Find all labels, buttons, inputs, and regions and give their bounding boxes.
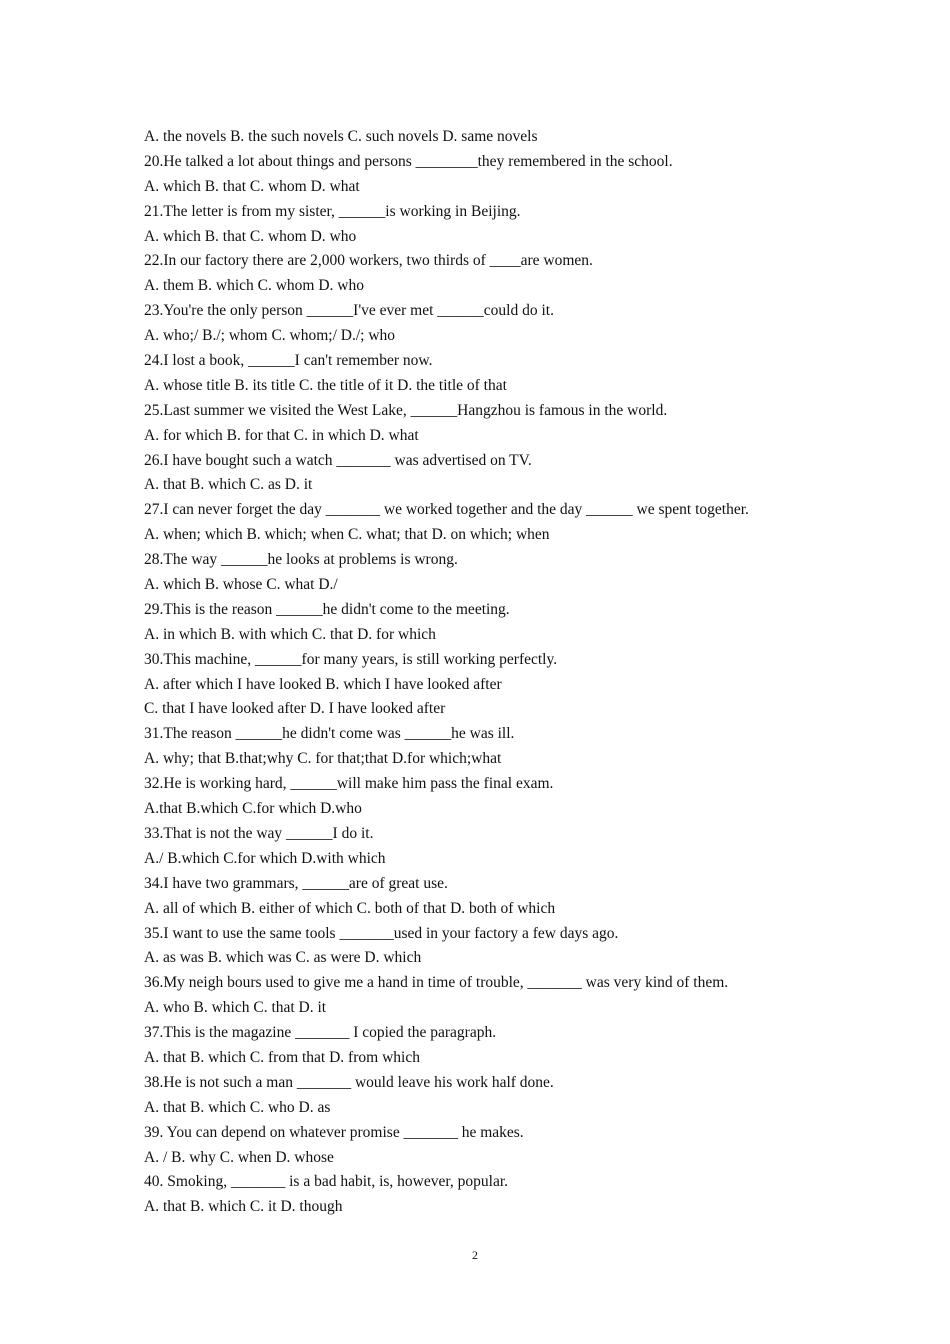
text-line: 25.Last summer we visited the West Lake, ______Hangzhou is famous in the world. bbox=[144, 401, 668, 419]
text-line: 39. You can depend on whatever promise _______ he makes. bbox=[144, 1123, 524, 1141]
text-line: 33.That is not the way ______I do it. bbox=[144, 824, 374, 842]
text-line: A. who B. which C. that D. it bbox=[144, 999, 327, 1017]
text-line: 23.You're the only person ______I've ever met ______could do it. bbox=[144, 302, 554, 320]
text-line: C. that I have looked after D. I have looked after bbox=[144, 700, 446, 718]
text-line: 35.I want to use the same tools _______used in your factory a few days ago. bbox=[144, 924, 619, 942]
text-line: 36.My neigh bours used to give me a hand in time of trouble, _______ was very kind of them. bbox=[144, 974, 729, 992]
text-line: 24.I lost a book, ______I can't remember now. bbox=[144, 352, 433, 370]
text-line: 21.The letter is from my sister, ______is working in Beijing. bbox=[144, 202, 521, 220]
text-line: 28.The way ______he looks at problems is wrong. bbox=[144, 551, 458, 569]
text-line: A./ B.which C.for which D.with which bbox=[144, 849, 386, 867]
page-number: 2 bbox=[472, 1248, 478, 1262]
text-line: A. which B. whose C. what D./ bbox=[144, 576, 338, 594]
text-line: A. / B. why C. when D. whose bbox=[144, 1148, 334, 1166]
text-line: 38.He is not such a man _______ would leave his work half done. bbox=[144, 1073, 554, 1091]
text-line: A. that B. which C. who D. as bbox=[144, 1098, 331, 1116]
text-line: 20.He talked a lot about things and persons ________they remembered in the school. bbox=[144, 152, 673, 170]
text-line: A. in which B. with which C. that D. for which bbox=[144, 625, 436, 643]
text-line: A.that B.which C.for which D.who bbox=[144, 800, 362, 818]
text-line: A. when; which B. which; when C. what; that D. on which; when bbox=[144, 526, 550, 544]
text-line: A. as was B. which was C. as were D. which bbox=[144, 949, 422, 967]
text-line: A. who;/ B./; whom C. whom;/ D./; who bbox=[144, 327, 396, 345]
text-line: A. the novels B. the such novels C. such novels D. same novels bbox=[144, 128, 538, 145]
text-line: A. that B. which C. from that D. from which bbox=[144, 1048, 420, 1066]
text-line: A. after which I have looked B. which I have looked after bbox=[144, 675, 502, 693]
text-line: A. them B. which C. whom D. who bbox=[144, 277, 365, 295]
text-line: 37.This is the magazine _______ I copied the paragraph. bbox=[144, 1024, 497, 1042]
text-line: 26.I have bought such a watch _______ was advertised on TV. bbox=[144, 451, 532, 469]
text-line: A. for which B. for that C. in which D. what bbox=[144, 426, 419, 444]
text-line: A. that B. which C. it D. though bbox=[144, 1198, 343, 1216]
text-line: A. why; that B.that;why C. for that;that D.for which;what bbox=[144, 750, 502, 768]
text-line: 30.This machine, ______for many years, is still working perfectly. bbox=[144, 650, 558, 668]
text-line: A. whose title B. its title C. the title of it D. the title of that bbox=[144, 376, 507, 394]
text-line: 32.He is working hard, ______will make him pass the final exam. bbox=[144, 775, 554, 793]
text-line: 27.I can never forget the day _______ we worked together and the day ______ we spent together. bbox=[144, 501, 749, 519]
text-line: A. all of which B. either of which C. both of that D. both of which bbox=[144, 899, 556, 917]
text-line: 40. Smoking, _______ is a bad habit, is, however, popular. bbox=[144, 1173, 509, 1191]
text-line: 31.The reason ______he didn't come was ______he was ill. bbox=[144, 725, 515, 743]
text-line: A. that B. which C. as D. it bbox=[144, 476, 313, 494]
text-line: 22.In our factory there are 2,000 workers, two thirds of ____are women. bbox=[144, 252, 593, 270]
question-list bbox=[144, 125, 844, 1220]
text-line: 29.This is the reason ______he didn't come to the meeting. bbox=[144, 600, 510, 618]
text-line: A. which B. that C. whom D. who bbox=[144, 227, 357, 245]
text-line: A. which B. that C. whom D. what bbox=[144, 177, 360, 195]
text-line: 34.I have two grammars, ______are of great use. bbox=[144, 874, 448, 892]
